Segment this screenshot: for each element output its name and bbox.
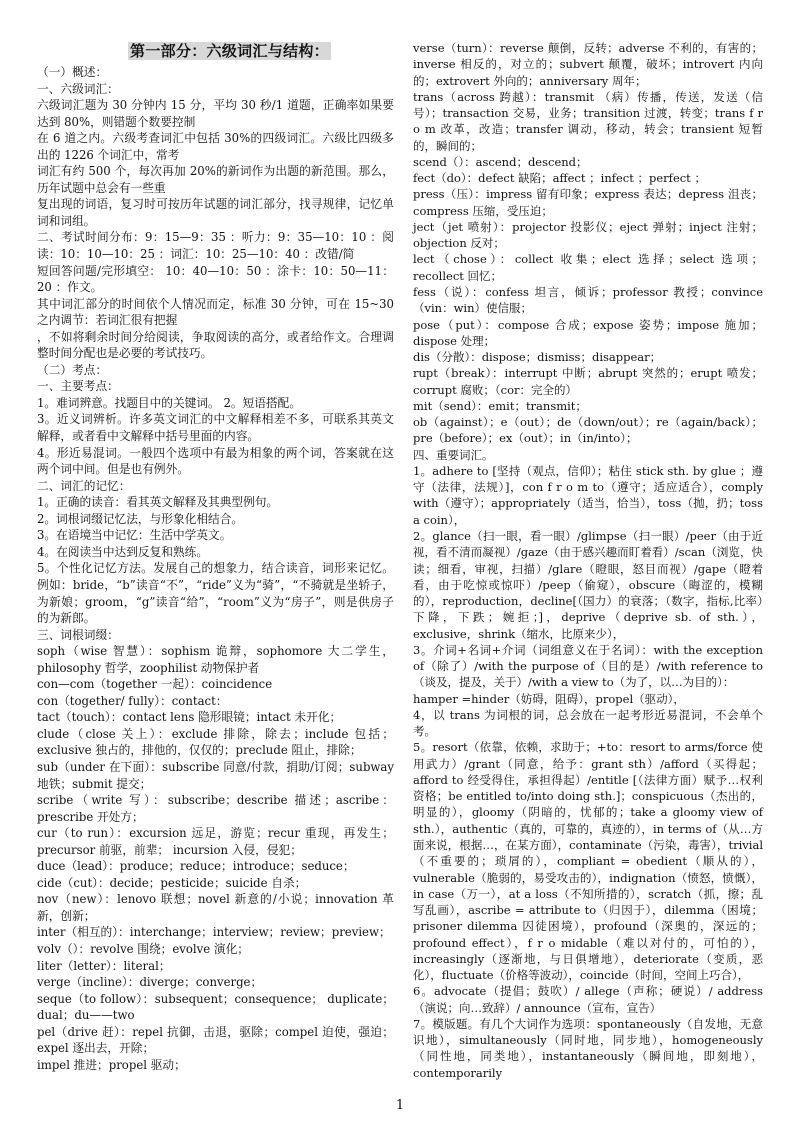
text-line: 5。个性化记忆方法。发展自己的想象力，结合读音，词形来记忆。例如：bride，“b”读音“不”，“ride”义为“骑”，“不骑就是坐轿子，为新娘；groom，“g”读音“给”，“room”义为“房子”，则是供房子的为新郎。 — [37, 561, 394, 626]
text-line: 三、词根词缀： — [37, 627, 119, 642]
text-line: verge（incline）：diverge；converge； — [37, 975, 263, 990]
text-line: 在 6 道之内。六级考查词汇中包括 30%的四级词汇。六级比四级多出的 1226 个词汇中，常考 — [37, 131, 394, 162]
text-line: 四、重要词汇。 — [413, 447, 494, 462]
text-line: volv（）：revolve 围绕；evolve 演化； — [37, 941, 249, 956]
text-line: 4。形近易混词。一般四个选项中有最为相象的两个词，答案就在这两个词中间。但是也有例外。 — [37, 445, 394, 477]
text-line: 3。在语境当中记忆：生活中学英文。 — [37, 528, 232, 543]
text-line: （一）概述： — [37, 65, 108, 79]
text-line: 4。在阅读当中达到反复和熟练。 — [37, 544, 209, 559]
text-line: scend（）：ascend；descend； — [413, 154, 588, 169]
right-column — [413, 40, 763, 1081]
text-line: ob（against）；e（out）；de（down/out）；re（again/back）；pre（before）；ex（out）；in（in/into）； — [413, 415, 763, 446]
text-line: 7。模版题。有几个大词作为选项：spontaneously（自发地，无意识地），simultaneously（同时地，同步地），homogeneously（同性地，同类地），instantaneously（瞬间地，即刻地），contemporarily — [413, 1016, 763, 1080]
text-line: 3。近义词辨析。许多英文词汇的中文解释相差不多，可联系其英文解释，或者看中文解释中括号里面的内容。 — [37, 412, 394, 444]
text-line: 其中词汇部分的时间依个人情况而定，标准 30 分钟，可在 15~30 之内调节：若词汇很有把握 — [37, 296, 394, 328]
text-line: lect（chose）：collect 收集；elect 选择；select 选项；recollect 回忆； — [413, 252, 763, 283]
text-line: fess（说）：confess 坦言，倾诉；professor 教授；convince（vin：win）使信服； — [413, 284, 763, 316]
text-line: dis（分散）：dispose；dismiss；disappear； — [413, 350, 662, 365]
text-line: cur（to run）：excursion 远足，游览；recur 重现，再发生；precursor 前驱，前辈； incursion 入侵，侵犯； — [37, 826, 394, 857]
text-line: 六级词汇题为 30 分钟内 15 分，平均 30 秒/1 道题，正确率如果要达到 80%，则错题个数要控制 — [37, 98, 394, 129]
text-line: verse（turn）：reverse 颠倒，反转；adverse 不利的，有害的；inverse 相反的，对立的；subvert 颠覆，破坏；introvert 内向的；extrovert 外向的；anniversary 周年； — [413, 41, 763, 88]
text-line: ，不如将剩余时间分给阅读，争取阅读的高分，或者给作文。合理调整时间分配也是必要的考试技巧。 — [37, 329, 394, 361]
text-line: 4，以 trans 为词根的词，总会放在一起考形近易混词，不会单个考。 — [413, 707, 763, 739]
text-line: 2。glance（扫一眼，看一眼）/glimpse（扫一眼）/peer（由于近视，看不清而凝视）/gaze（由于感兴趣而盯着看）/scan（浏览，快读；细看，审视，扫描）/glare（瞪眼，怒目而视）/gape（瞪着看，由于吃惊或惊吓）/peep（偷窥），obscure（晦涩的，模糊的），reproduction，decline[（国力）的衰落；（数字，指标,比率）下降，下跌；婉拒；]，deprive（deprive sb. of sth.），exclusive，shrink（缩水，比原来少）， — [413, 528, 763, 641]
page-number: 1 — [395, 1098, 405, 1113]
text-line: inter（相互的）：interchange；interview；review；preview； — [37, 925, 391, 940]
text-line: cide（cut）：decide；pesticide；suicide 自杀； — [37, 875, 307, 890]
text-line: 2。词根词缀记忆法，与形象化相结合。 — [37, 511, 244, 526]
text-line: scribe（write 写）：subscribe；describe 描述；ascribe：prescribe 开处方； — [37, 793, 394, 824]
text-line: pel（drive 赶）：repel 抗御，击退，驱除；compel 迫使，强迫；expel 逐出去，开除； — [37, 1024, 394, 1056]
text-line: 1。adhere to [坚持（观点，信仰）；粘住 stick sth. by glue ；遵守（法律，法规）]，con f r o m to（遵守；适应适合），comply with（遵守）；appropriately（适当，恰当），toss（抛，扔；toss a coin）， — [413, 463, 763, 527]
text-line: clude（close 关上）：exclude 排除，除去；include 包括；exclusive 独占的，排他的，仅仅的；preclude 阻止，排除； — [37, 726, 394, 758]
text-line: 一、主要考点： — [37, 379, 119, 394]
text-line: 短回答问题/完形填空： 10：40—10：50 ：涂卡：10：50—11：20 ：作文。 — [37, 263, 394, 295]
text-line: impel 推进；propel 驱动； — [37, 1057, 186, 1072]
text-line: 3。介词+名词+介词（词组意义在于名词）：with the exception of（除了）/with the purpose of（目的是）/with reference to（谈及，提及，关于）/with a view to（为了，以…为目的）： — [413, 642, 763, 690]
text-line: press（压）：impress 留有印象；express 表达；depress 沮丧；compress 压缩，受压迫； — [413, 187, 763, 218]
text-line: 6。advocate（提倡；鼓吹）/ allege（声称；硬说）/ address（演说；向…致辞）/ announce（宣布，宣告） — [413, 984, 763, 1015]
text-line: 5。resort（依靠，依赖，求助于；+to：resort to arms/force 使用武力）/grant（同意，给予：grant sth）/afford（买得起；afford to 经受得住，承担得起）/entitle [（法律方面）赋予…权利资格；be entitled to/into doing sth.]；conspicuous（杰出的，明显的），gloomy（阴暗的，忧郁的；take a gloomy view of sth.），authentic（真的，可靠的，真迹的），in terms of（从…方面来说，根据…，在某方面），contaminate（污染，毒害），trivial（不重要的；琐屑的），compliant = obedient（顺从的），vulnerable（脆弱的，易受攻击的），indignation（愤怒，愤慨），in case（万一），at a loss（不知所措的），scratch（抓，擦；乱写乱画），ascribe = attribute to（归因于），dilemma（困境；prisoner dilemma 囚徒困境），profound（深奥的，深远的；profound effect），f r o midable（难以对付的，可怕的），increasingly（逐渐地，与日俱增地），deteriorate（变质，恶化），fluctuate（价格等波动），coincide（时间，空间上巧合）， — [413, 740, 763, 983]
text-line: 词汇有约 500 个，每次再加 20%的新词作为出题的新范围。那么，历年试题中总会有一些重 — [37, 164, 394, 195]
text-line: 一、六级词汇： — [37, 81, 119, 96]
text-line: fect（do）：defect 缺陷；affect ；infect ；perfect ； — [413, 171, 706, 186]
text-line: trans（across 跨越）：transmit （病）传播，传送，发送（信号）；transaction 交易，业务；transition 过渡，转变；trans f r o m 改革，改造；transfer 调动，移动，转会；transient 短暂的，瞬间的； — [413, 89, 763, 153]
text-line: 1。正确的读音：看其英文解释及其典型例句。 — [37, 495, 279, 510]
text-line: 1。难词辨意。找题目中的关键词。 2。短语搭配。 — [37, 395, 302, 410]
text-line: nov（new）：lenovo 联想；novel 新意的/小说；innovation 革新，创新； — [37, 892, 394, 923]
text-line: con—com（together 一起）：coincidence — [37, 677, 273, 692]
text-line: 复出现的词语，复习时可按历年试题的词汇部分，找寻规律，记忆单词和词组。 — [37, 197, 394, 228]
text-line: seque（to follow）：subsequent；consequence； duplicate；dual；du——two — [37, 991, 394, 1023]
text-line: 二、词汇的记忆： — [37, 478, 131, 493]
text-line: hamper =hinder（妨碍，阻碍），propel（驱动）， — [413, 691, 685, 706]
text-line: rupt（break）：interrupt 中断；abrupt 突然的；erupt 喷发；corrupt 腐败；（cor：完全的） — [413, 366, 763, 397]
text-line: liter（letter）：literal； — [37, 958, 171, 973]
text-line: tact（touch）：contact lens 隐形眼镜；intact 未开化； — [37, 710, 342, 725]
text-line: con（together/ fully）：contact： — [37, 693, 228, 708]
text-line: （二）考点： — [37, 362, 108, 377]
text-line: duce（lead）：produce；reduce；introduce；seduce； — [37, 859, 355, 874]
text-line: soph（wise 智慧）：sophism 诡辩，sophomore 大二学生，philosophy 哲学，zoophilist 动物保护者 — [37, 644, 394, 675]
text-line: pose（put）：compose 合成；expose 姿势；impose 施加；dispose 处理； — [413, 317, 763, 348]
text-line: 二、考试时间分布：9：15—9：35 ：听力：9：35—10：10 ：阅读：10：10—10：25 ：词汇：10：25—10：40 ：改错/简 — [37, 230, 394, 262]
left-column — [37, 40, 394, 1073]
text-line: mit（send）：emit；transmit； — [413, 398, 587, 413]
text-line: ject（jet 喷射）：projector 投影仪；eject 弹射；inject 注射；objection 反对； — [413, 219, 763, 251]
text-line: sub（under 在下面）：subscribe 同意/付款，捐助/订阅；subway 地铁；submit 提交； — [37, 759, 394, 791]
page-title: 第一部分：六级词汇与结构： — [130, 42, 329, 60]
